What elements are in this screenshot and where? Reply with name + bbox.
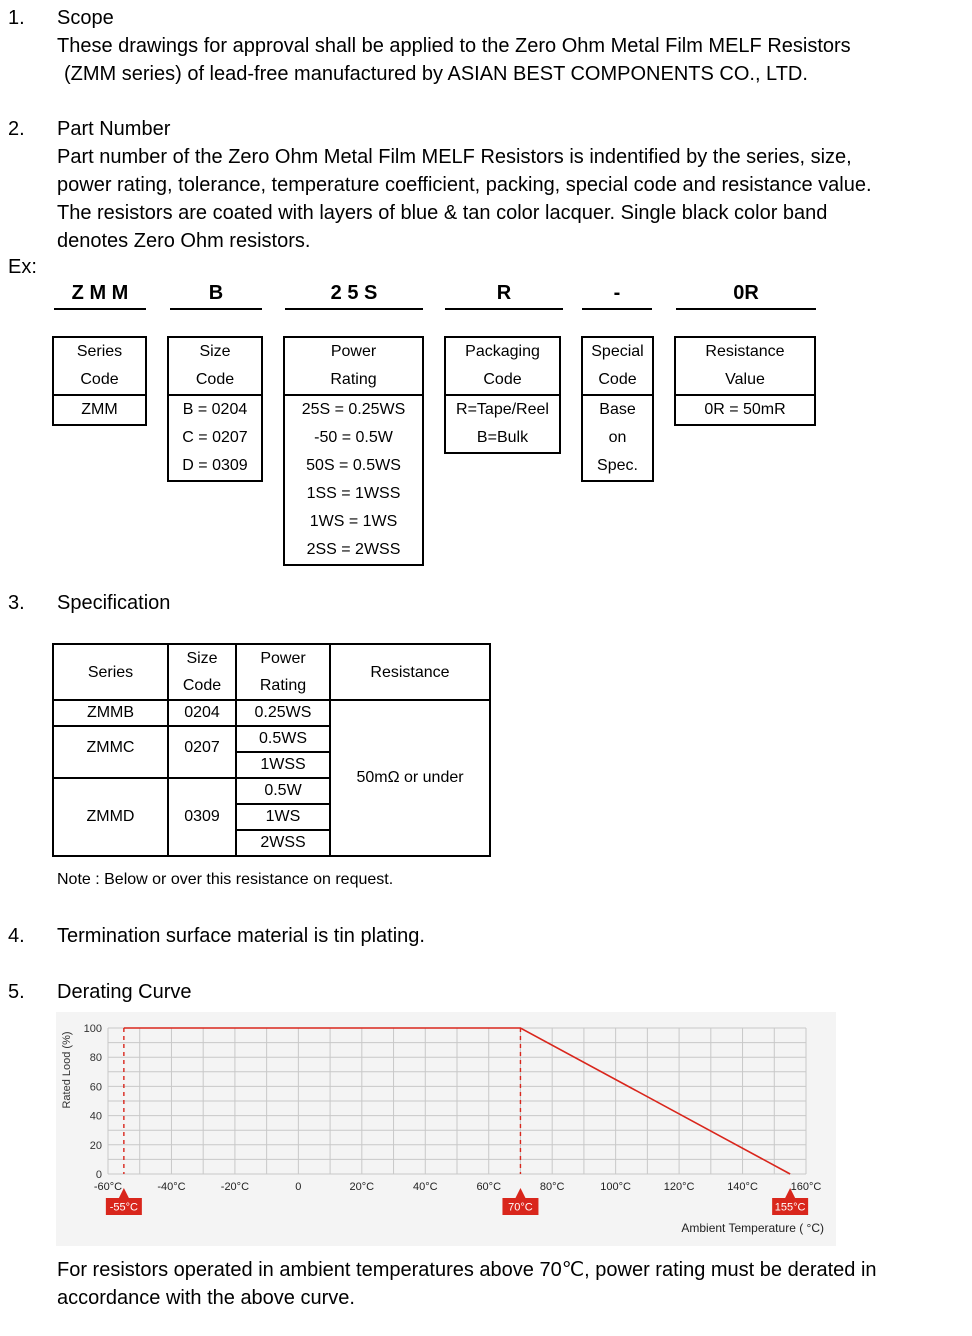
- series-zmmd: ZMMD: [53, 778, 168, 856]
- box-row: on: [608, 429, 627, 446]
- marker-label: -55°C: [109, 1201, 138, 1214]
- x-tick-label: -60°C: [93, 1181, 123, 1193]
- header-power-line: Power: [260, 650, 306, 667]
- spec-note: Note : Below or over this resistance on request.: [57, 871, 394, 888]
- box-row: 1WS = 1WS: [309, 513, 398, 530]
- x-tick-label: 100°C: [600, 1181, 631, 1193]
- section-1-line-2: (ZMM series) of lead-free manufactured by ASIAN BEST COMPONENTS CO., LTD.: [64, 63, 808, 85]
- box-row: -50 = 0.5W: [314, 429, 393, 446]
- ex-label: Ex:: [8, 256, 37, 278]
- box-row: B = 0204: [182, 401, 248, 418]
- section-2-line-4: denotes Zero Ohm resistors.: [57, 230, 311, 252]
- special-code-box: [581, 336, 654, 482]
- box-row: B=Bulk: [476, 429, 529, 446]
- x-tick-label: 40°C: [412, 1181, 438, 1193]
- x-tick-label: 80°C: [539, 1181, 565, 1193]
- x-tick-label: 0: [295, 1181, 302, 1193]
- power-rating-box: [283, 336, 424, 566]
- box-header: Code: [80, 371, 119, 388]
- box-row: C = 0207: [182, 429, 248, 446]
- section-2-line-3: The resistors are coated with layers of blue & tan color lacquer. Single black color band: [57, 202, 828, 224]
- box-header: Power: [330, 343, 377, 360]
- series-zmmb: ZMMB: [53, 700, 168, 726]
- box-header: Packaging: [465, 343, 540, 360]
- section-4-text: Termination surface material is tin plating.: [57, 925, 425, 947]
- box-header: Code: [195, 371, 235, 388]
- series-zmmc: ZMMC: [53, 726, 168, 778]
- box-header: Code: [483, 371, 522, 388]
- series-code-box: [52, 336, 147, 426]
- y-tick-label: 100: [83, 1023, 102, 1035]
- resistance-value: 50mΩ or under: [330, 700, 490, 856]
- x-tick-label: -40°C: [157, 1181, 186, 1193]
- code-underline: [285, 308, 423, 310]
- y-tick-label: 60: [89, 1081, 102, 1094]
- box-header: Series: [76, 343, 123, 360]
- section-1-title: Scope: [57, 7, 114, 29]
- y-tick-label: 0: [95, 1169, 102, 1181]
- box-row: 25S = 0.25WS: [301, 401, 406, 418]
- section-2-line-2: power rating, tolerance, temperature coefficient, packing, special code and resistance value.: [57, 174, 872, 196]
- size-code-box: [167, 336, 263, 482]
- power-zmmd-3: 2WSS: [236, 830, 330, 856]
- x-tick-label: 160°C: [790, 1181, 822, 1193]
- y-axis-label: Rated Lood (%): [61, 1031, 73, 1109]
- size-0207: 0207: [168, 726, 236, 778]
- code-series: Z M M: [71, 282, 129, 304]
- code-underline: [170, 308, 262, 310]
- header-code-line: Code: [182, 677, 222, 694]
- section-5-number: 5.: [8, 981, 25, 1003]
- section-4-number: 4.: [8, 925, 25, 947]
- section-3-title: Specification: [57, 592, 171, 614]
- box-row: Base: [599, 401, 636, 418]
- x-tick-label: 120°C: [663, 1181, 695, 1193]
- box-header: Rating: [330, 371, 377, 388]
- x-tick-label: 60°C: [476, 1181, 502, 1193]
- section-5-title: Derating Curve: [57, 981, 192, 1003]
- section-1-number: 1.: [8, 7, 25, 29]
- section-2-title: Part Number: [57, 118, 171, 140]
- power-zmmc-1: 0.5WS: [236, 726, 330, 752]
- x-axis-label: Ambient Temperature ( °C): [681, 1221, 824, 1235]
- x-tick-label: 140°C: [727, 1181, 758, 1193]
- box-header: Special: [591, 343, 644, 360]
- header-size-line: Size: [186, 650, 218, 667]
- specification-table: [52, 643, 491, 857]
- y-tick-label: 80: [89, 1052, 102, 1065]
- box-row: D = 0309: [182, 457, 248, 474]
- packaging-code-box: [444, 336, 561, 454]
- footer-line-1: For resistors operated in ambient temperatures above 70℃, power rating must be derated in: [57, 1259, 877, 1281]
- code-underline: [582, 308, 652, 310]
- box-row: R=Tape/Reel: [456, 401, 549, 418]
- code-special: -: [613, 282, 621, 304]
- size-0204: 0204: [168, 700, 236, 726]
- box-row: ZMM: [81, 401, 118, 418]
- y-tick-label: 40: [89, 1110, 102, 1123]
- box-row: Spec.: [597, 457, 638, 474]
- footer-line-2: accordance with the above curve.: [57, 1287, 355, 1309]
- marker-label: 70°C: [508, 1201, 533, 1214]
- size-0309: 0309: [168, 778, 236, 856]
- marker-label: 155°C: [774, 1201, 806, 1214]
- code-underline: [676, 308, 816, 310]
- power-zmmb: 0.25WS: [236, 700, 330, 726]
- x-tick-label: -20°C: [220, 1181, 250, 1193]
- power-zmmd-2: 1WS: [236, 804, 330, 830]
- code-size: B: [208, 282, 224, 304]
- box-header: Resistance: [705, 343, 785, 360]
- section-2-number: 2.: [8, 118, 25, 140]
- header-size-code: [168, 644, 236, 700]
- code-resistance: 0R: [733, 282, 759, 304]
- box-row: 0R = 50mR: [704, 401, 786, 418]
- derating-curve-chart: [56, 1012, 836, 1246]
- code-power: 2 5 S: [330, 282, 378, 304]
- box-row: 1SS = 1WSS: [306, 485, 401, 502]
- header-series: Series: [53, 644, 168, 700]
- x-tick-label: 20°C: [349, 1181, 375, 1193]
- box-row: 50S = 0.5WS: [306, 457, 401, 474]
- section-3-number: 3.: [8, 592, 25, 614]
- section-1-line-1: These drawings for approval shall be applied to the Zero Ohm Metal Film MELF Resistors: [57, 35, 851, 57]
- power-zmmc-2: 1WSS: [236, 752, 330, 778]
- y-tick-label: 20: [89, 1139, 102, 1152]
- resistance-value-box: [674, 336, 816, 426]
- chart-background: [56, 1012, 836, 1246]
- header-power-rating: [236, 644, 330, 700]
- code-underline: [54, 308, 146, 310]
- code-underline: [445, 308, 563, 310]
- header-resistance: Resistance: [330, 644, 490, 700]
- box-header: Size: [199, 343, 231, 360]
- box-header: Code: [598, 371, 637, 388]
- header-rating-line: Rating: [259, 677, 307, 694]
- box-row: 2SS = 2WSS: [306, 541, 401, 558]
- box-header: Value: [725, 371, 765, 388]
- code-packaging: R: [496, 282, 512, 304]
- section-2-line-1: Part number of the Zero Ohm Metal Film MELF Resistors is indentified by the series, size,: [57, 146, 852, 168]
- power-zmmd-1: 0.5W: [236, 778, 330, 804]
